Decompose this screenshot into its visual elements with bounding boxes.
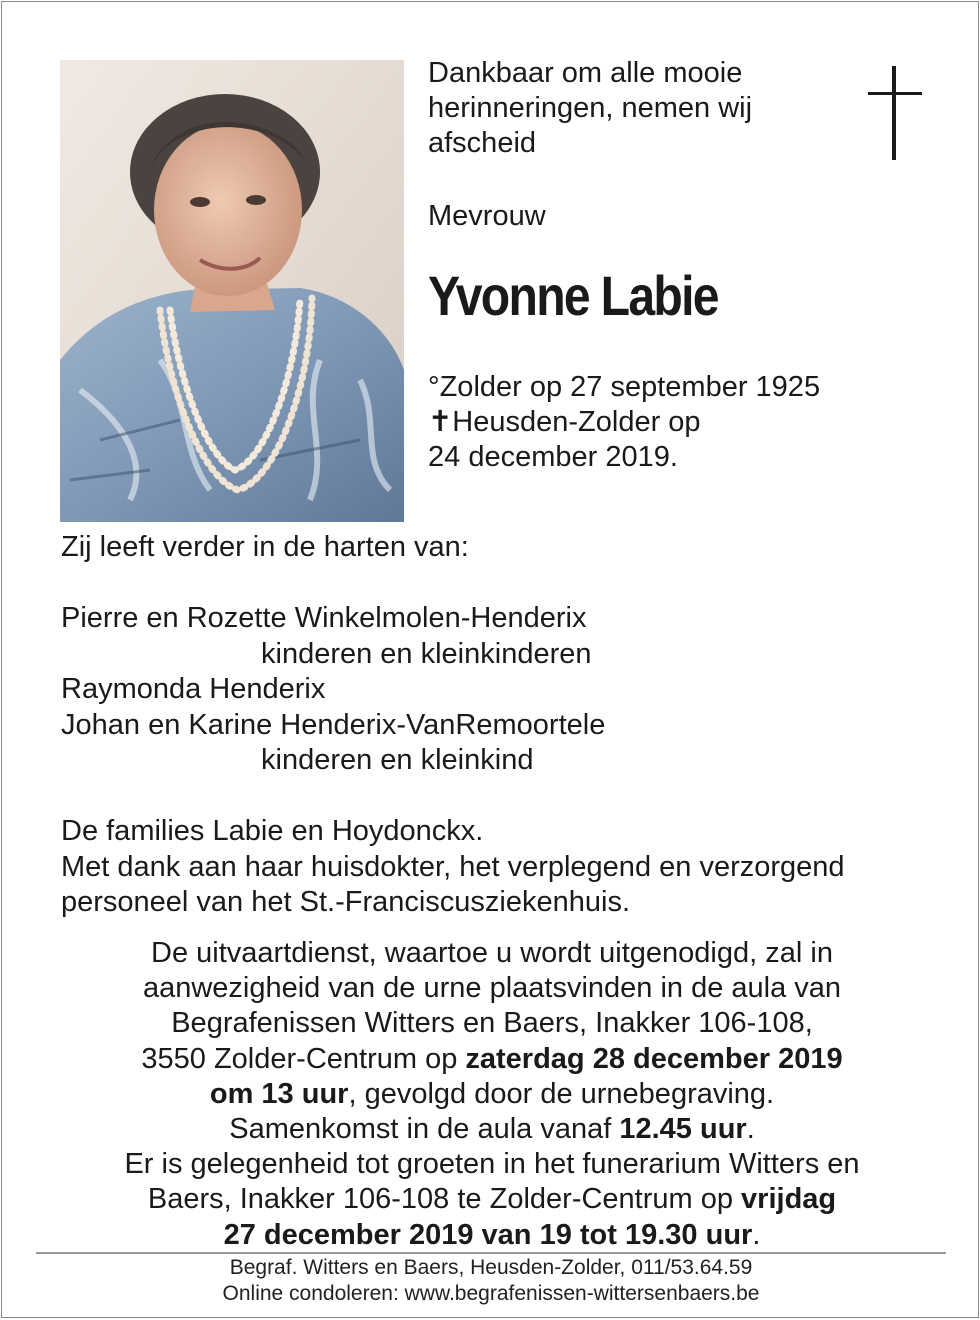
family-line: Raymonda Henderix [61,673,326,705]
service-text: . [752,1218,761,1251]
service-text: Samenkomst in de aula vanaf [229,1113,620,1146]
service-line: Begrafenissen Witters en Baers, Inakker 106-108, [171,1007,813,1040]
service-time: om 13 uur [209,1077,349,1110]
service-text: 3550 Zolder-Centrum op [141,1042,466,1075]
service-line: aanwezigheid van de urne plaatsvinden in de aula van [142,972,842,1005]
service-text: , gevolgd door de urnebegraving. [348,1077,775,1110]
survivors-section [61,530,931,921]
survivors-intro: Zij leeft verder in de harten van: [61,531,469,563]
intro-line: herinneringen, nemen wij [428,92,753,124]
service-line [42,1042,942,1077]
family-line: Johan en Karine Henderix-VanRemoortele [61,708,606,741]
family-line: kinderen en kleinkinderen [261,637,592,670]
life-dates [428,370,868,475]
service-line: Er is gelegenheid tot groeten in het funerarium Witters en [124,1148,860,1181]
intro-line: afscheid [428,127,537,159]
service-details [42,936,942,1253]
service-line [42,1077,942,1112]
service-line [42,1182,942,1217]
thanks-line: personeel van het St.-Franciscusziekenhuis. [61,886,631,918]
obituary-card [1,1,979,1318]
death-date-line: 24 december 2019. [428,441,678,473]
intro-text [428,56,868,161]
funeral-home-info: Begraf. Witters en Baers, Heusden-Zolder, 011/53.64.59 [229,1256,753,1279]
thanks-line: De families Labie en Hoydonckx. [61,815,484,847]
death-line: ✝Heusden-Zolder op [428,406,701,438]
honorific: Mevrouw [428,200,546,232]
service-line [42,1218,942,1253]
portrait-photo [60,60,404,522]
service-text: Baers, Inakker 106-108 te Zolder-Centrum op [147,1183,742,1216]
service-line: De uitvaartdienst, waartoe u wordt uitgenodigd, zal in [151,937,833,969]
footer [2,1255,980,1307]
thanks-line: Met dank aan haar huisdokter, het verplegend en verzorgend [61,850,845,883]
online-condolence-link[interactable]: Online condoleren: www.begrafenissen-wittersenbaers.be [222,1282,760,1305]
service-text: . [746,1113,755,1146]
visitation-day: vrijdag [741,1183,837,1216]
intro-line: Dankbaar om alle mooie [428,57,743,89]
service-line [42,1112,942,1147]
footer-divider [36,1252,946,1254]
cross-icon [868,66,922,160]
service-date: zaterdag 28 december 2019 [465,1042,843,1075]
portrait-illustration [60,60,404,522]
visitation-time: 27 december 2019 van 19 tot 19.30 uur [223,1218,753,1251]
deceased-name: Yvonne Labie [428,264,718,327]
family-line: kinderen en kleinkind [261,744,534,776]
birth-line: °Zolder op 27 september 1925 [428,371,821,403]
family-line: Pierre en Rozette Winkelmolen-Henderix [61,602,587,634]
gathering-time: 12.45 uur [619,1113,747,1146]
header-text [428,56,868,475]
